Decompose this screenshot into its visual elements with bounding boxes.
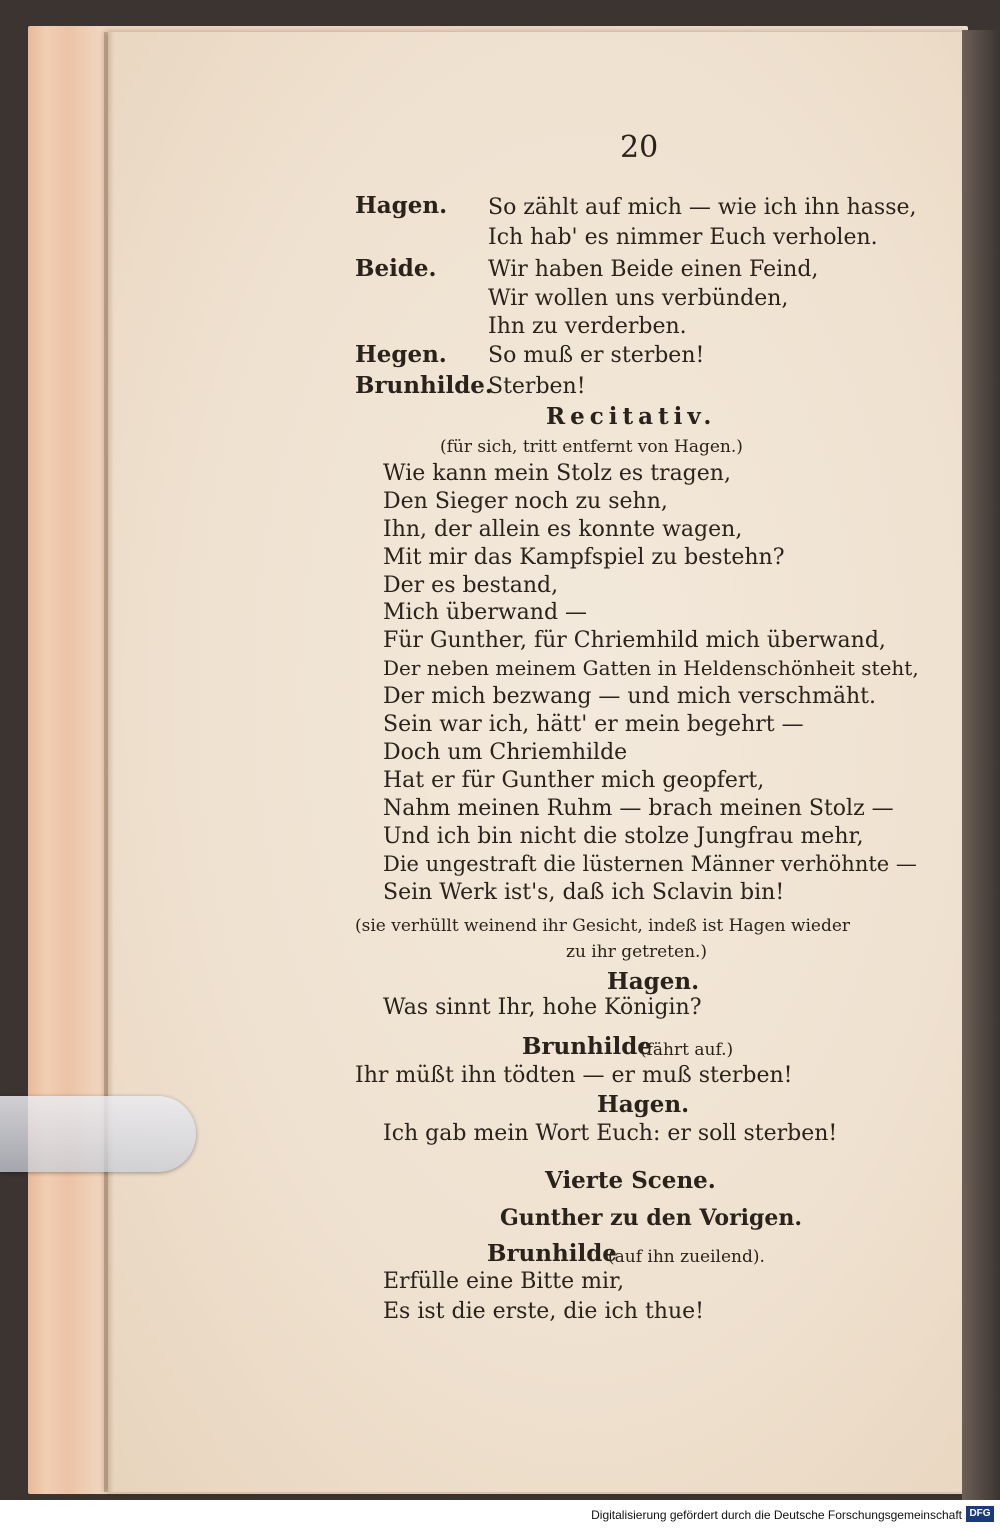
verse-line: Sein war ich, hätt' er mein begehrt — xyxy=(383,712,804,737)
verse-line: Ich gab mein Wort Euch: er soll sterben! xyxy=(383,1121,838,1146)
verse-line: Hat er für Gunther mich geopfert, xyxy=(383,768,765,793)
verse-line: Wie kann mein Stolz es tragen, xyxy=(383,461,731,486)
dialogue-line: Ihn zu verderben. xyxy=(488,314,687,339)
page-edge-shadow xyxy=(104,32,114,1492)
speaker-hagen: Hagen. xyxy=(355,192,448,219)
scene-subtitle: Gunther zu den Vorigen. xyxy=(500,1205,803,1231)
dialogue-line: Wir haben Beide einen Feind, xyxy=(488,257,819,282)
verse-line: Doch um Chriemhilde xyxy=(383,740,628,765)
verse-line: Der es bestand, xyxy=(383,573,559,598)
speaker-hagen: Hagen. xyxy=(607,968,700,995)
verse-line: Der neben meinem Gatten in Heldenschönheit steht, xyxy=(383,656,919,680)
stage-direction: (fährt auf.) xyxy=(640,1040,734,1060)
verse-line: Es ist die erste, die ich thue! xyxy=(383,1299,704,1324)
verse-line: Was sinnt Ihr, hohe Königin? xyxy=(383,995,702,1020)
stage-direction: (auf ihn zueilend). xyxy=(608,1247,765,1267)
footer-bar xyxy=(0,1500,1000,1530)
speaker-hagen: Hagen. xyxy=(597,1091,690,1118)
verse-line: Mich überwand — xyxy=(383,600,588,625)
verse-line: Und ich bin nicht die stolze Jungfrau mehr, xyxy=(383,824,864,849)
dialogue-line: Wir wollen uns verbünden, xyxy=(488,286,789,311)
page-number: 20 xyxy=(620,130,659,165)
stage-direction: zu ihr getreten.) xyxy=(566,942,708,962)
verse-line: Erfülle eine Bitte mir, xyxy=(383,1269,625,1294)
gutter-shadow xyxy=(962,30,1000,1500)
speaker-brunhilde: Brunhilde xyxy=(487,1240,617,1267)
verse-line: Sein Werk ist's, daß ich Sclavin bin! xyxy=(383,880,785,905)
verse-line: Für Gunther, für Chriemhild mich überwand, xyxy=(383,628,886,653)
verse-line: Der mich bezwang — und mich verschmäht. xyxy=(383,684,876,709)
dialogue-line: Sterben! xyxy=(488,374,586,399)
verse-line: Den Sieger noch zu sehn, xyxy=(383,489,668,514)
dialogue-line: So muß er sterben! xyxy=(488,343,705,368)
speaker-hegen: Hegen. xyxy=(355,341,447,368)
verse-line: Mit mir das Kampfspiel zu bestehn? xyxy=(383,545,785,570)
verse-line: Ihn, der allein es konnte wagen, xyxy=(383,517,743,542)
stage-direction: (für sich, tritt entfernt von Hagen.) xyxy=(440,437,743,457)
glass-page-weight xyxy=(0,1096,196,1172)
speaker-beide: Beide. xyxy=(355,255,437,282)
speaker-brunhilde: Brunhilde. xyxy=(355,372,493,399)
stage-direction: (sie verhüllt weinend ihr Gesicht, indeß ist Hagen wieder xyxy=(355,916,851,936)
dialogue-line: Ich hab' es nimmer Euch verholen. xyxy=(488,225,878,250)
verse-line: Ihr müßt ihn tödten — er muß sterben! xyxy=(355,1063,793,1088)
verse-line: Nahm meinen Ruhm — brach meinen Stolz — xyxy=(383,796,894,821)
recitativ-heading: Recitativ. xyxy=(546,403,717,430)
scene-title: Vierte Scene. xyxy=(545,1167,716,1194)
dfg-logo: DFG xyxy=(966,1506,994,1522)
speaker-brunhilde: Brunhilde xyxy=(522,1033,652,1060)
footer-credit: Digitalisierung gefördert durch die Deutsche Forschungsgemeinschaft xyxy=(591,1508,962,1522)
verse-line: Die ungestraft die lüsternen Männer verhöhnte — xyxy=(383,852,917,876)
dialogue-line: So zählt auf mich — wie ich ihn hasse, xyxy=(488,195,917,220)
